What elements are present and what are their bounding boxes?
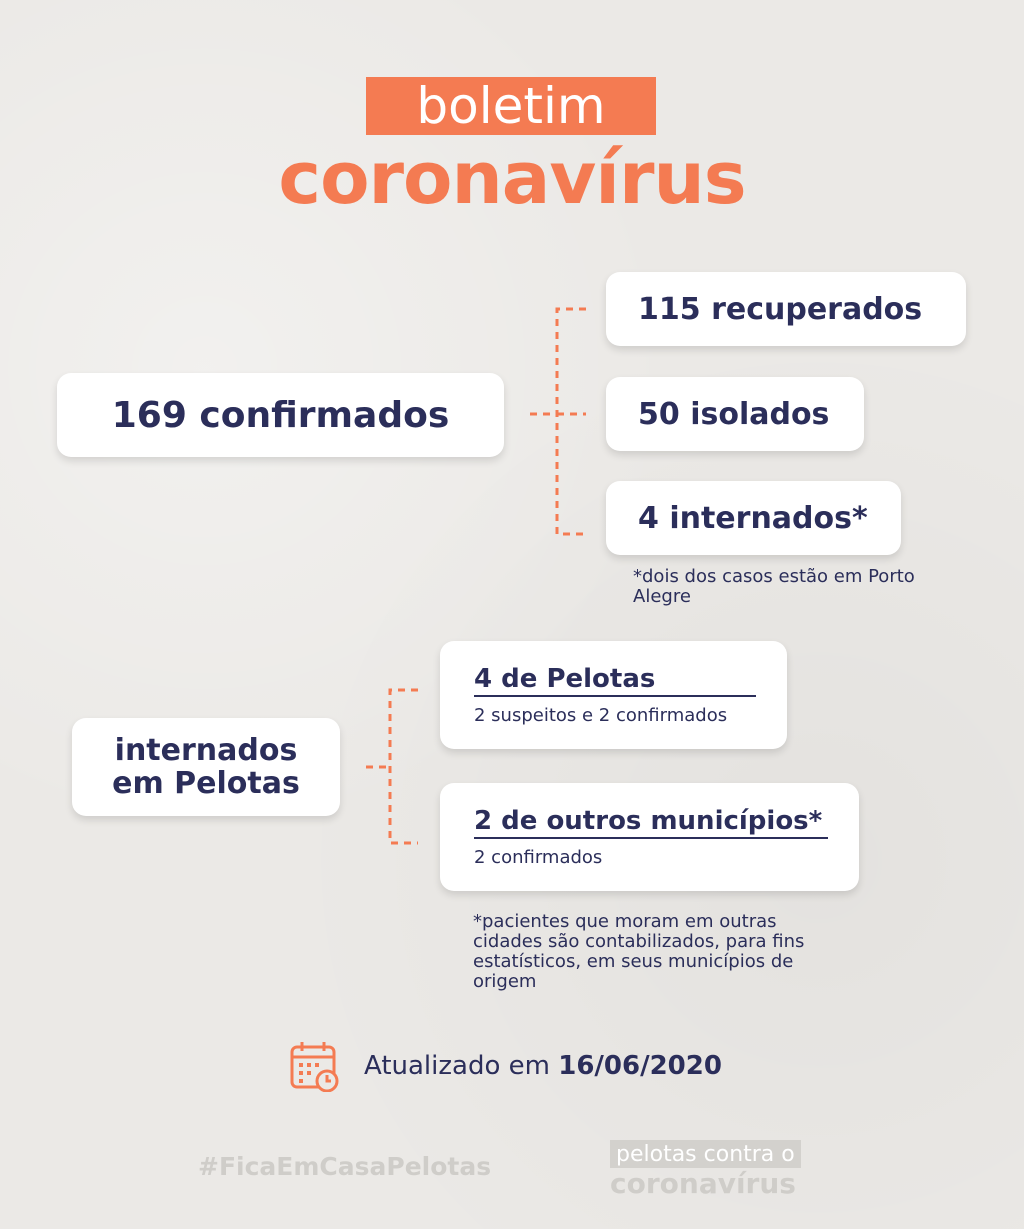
confirmed-card: 169 confirmados — [57, 373, 504, 457]
local-patients-sub: 2 suspeitos e 2 confirmados — [474, 705, 728, 726]
title-label-box — [366, 77, 656, 135]
hospitalized-note: *dois dos casos estão em Porto Alegre — [633, 566, 915, 607]
updated-text — [364, 1051, 722, 1081]
calendar-clock-icon — [290, 1040, 340, 1092]
campaign-logo — [610, 1140, 801, 1200]
other-municipalities-title: 2 de outros municípios* — [474, 805, 828, 839]
campaign-logo-line1: pelotas contra o — [610, 1140, 801, 1168]
other-municipalities-sub: 2 confirmados — [474, 847, 603, 868]
updated-row — [290, 1040, 722, 1092]
local-patients-card — [440, 641, 787, 749]
local-patients-title: 4 de Pelotas — [474, 663, 756, 697]
campaign-logo-line2: coronavírus — [610, 1167, 796, 1200]
hashtag: #FicaEmCasaPelotas — [198, 1152, 492, 1181]
updated-date: 16/06/2020 — [558, 1051, 722, 1081]
pelotas-hospitalized-card — [72, 718, 340, 816]
title-top: boletim — [416, 77, 606, 135]
pelotas-label-line2: em Pelotas — [112, 766, 300, 801]
recovered-card: 115 recuperados — [606, 272, 966, 346]
hospitalized-card: 4 internados* — [606, 481, 901, 555]
municipalities-note: *pacientes que moram em outras cidades são contabilizados, para fins estatísticos, em seus municípios de origem — [473, 911, 805, 992]
other-municipalities-card — [440, 783, 859, 891]
pelotas-label-line1: internados — [114, 733, 298, 768]
updated-prefix: Atualizado em — [364, 1051, 550, 1081]
title-main: coronavírus — [278, 136, 746, 220]
isolated-card: 50 isolados — [606, 377, 864, 451]
